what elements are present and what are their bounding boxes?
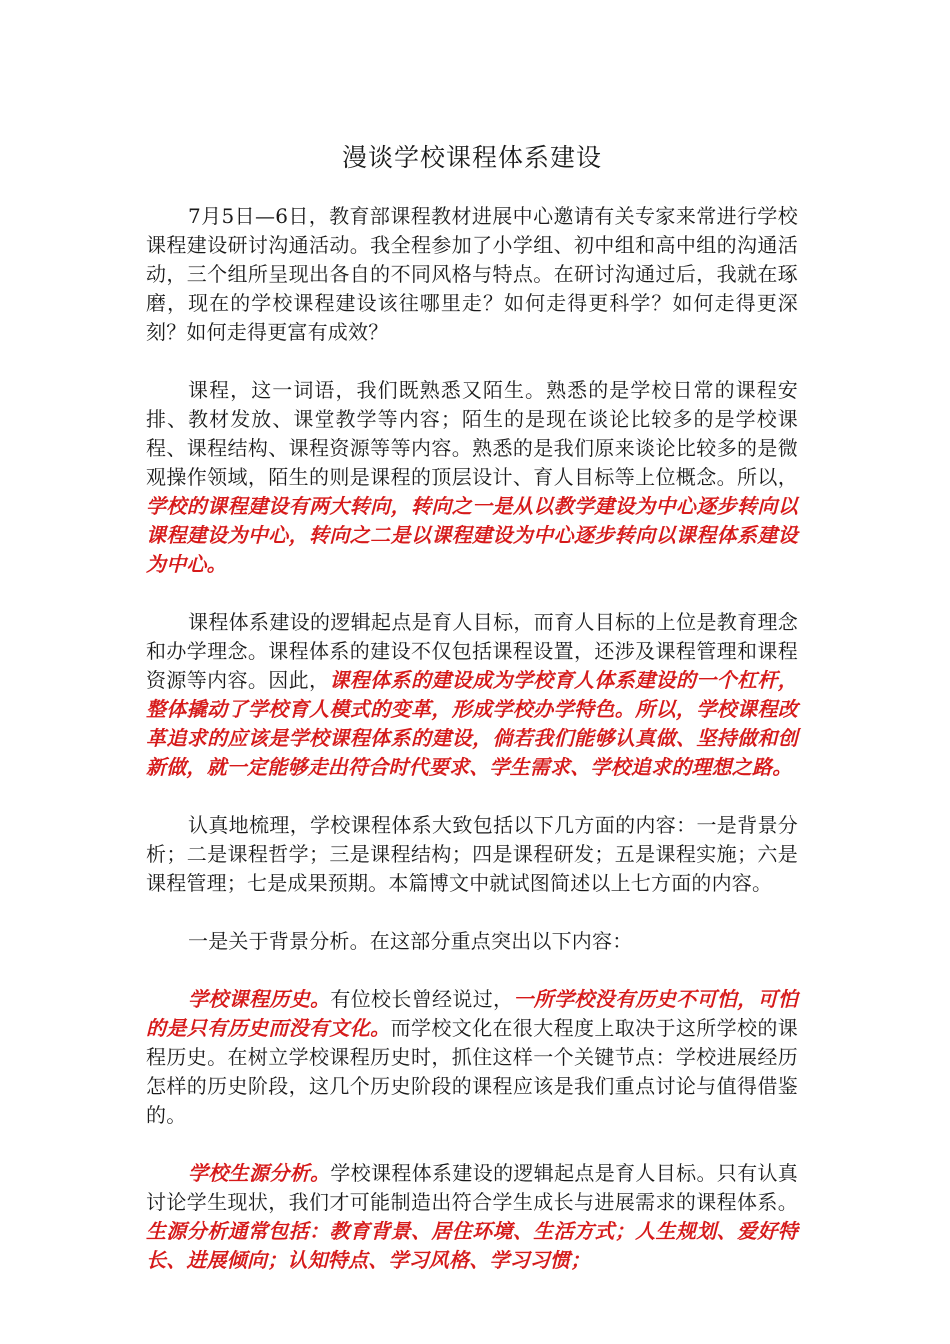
paragraph-intro xyxy=(146,202,798,347)
paragraph-course-history xyxy=(146,985,798,1130)
paragraph-text: 一是关于背景分析。在这部分重点突出以下内容： xyxy=(188,929,633,953)
emphasis-heading: 学校课程历史。 xyxy=(188,987,331,1011)
paragraph-seven-aspects xyxy=(146,811,798,898)
paragraph-text: 7月5日—6日，教育部课程教材进展中心邀请有关专家来常进行学校课程建设研讨沟通活动。我全程参加了小学组、初中组和高中组的沟通活动，三个组所呈现出各自的不同风格与特点。在研讨沟通过后，我就在琢磨，现在的学校课程建设该往哪里走？如何走得更科学？如何走得更深刻？如何走得更富有成效？ xyxy=(146,204,798,344)
paragraph-text: 而学校文化在很大程度上取决于这所学校的课程历史。在树立学校课程历史时，抓住这样一个关键节点：学校进展经历怎样的历史阶段，这几个历史阶段的课程应该是我们重点讨论与值得借鉴的。 xyxy=(146,1016,799,1127)
document-page xyxy=(146,138,798,1304)
emphasis-text: 生源分析通常包括：教育背景、居住环境、生活方式；人生规划、爱好特长、进展倾向；认知特点、学习风格、学习习惯； xyxy=(146,1219,798,1272)
emphasis-text: 一所学校没有历史不可怕，可怕的是只有历史而没有文化。 xyxy=(146,987,798,1040)
paragraph-text: 有位校长曾经说过， xyxy=(330,987,514,1011)
paragraph-background-intro xyxy=(146,927,798,956)
document-title: 漫谈学校课程体系建设 xyxy=(341,143,602,172)
paragraph-course-concept xyxy=(146,376,798,579)
paragraph-text: 认真地梳理，学校课程体系大致包括以下几方面的内容：一是背景分析；二是课程哲学；三是课程结构；四是课程研发；五是课程实施；六是课程管理；七是成果预期。本篇博文中就试图简述以上七方面的内容。 xyxy=(146,813,798,895)
paragraph-text: 课程，这一词语，我们既熟悉又陌生。熟悉的是学校日常的课程安排、教材发放、课堂教学等内容；陌生的是现在谈论比较多的是学校课程、课程结构、课程资源等等内容。熟悉的是我们原来谈论比较多的是微观操作领域，陌生的则是课程的顶层设计、育人目标等上位概念。所以， xyxy=(146,378,798,489)
paragraph-text: 学校课程体系建设的逻辑起点是育人目标。只有认真讨论学生现状，我们才可能制造出符合学生成长与进展需求的课程体系。 xyxy=(146,1161,798,1214)
paragraph-text: 课程体系建设的逻辑起点是育人目标，而育人目标的上位是教育理念和办学理念。课程体系的建设不仅包括课程设置，还涉及课程管理和课程资源等内容。因此， xyxy=(146,610,798,692)
paragraph-student-analysis xyxy=(146,1159,798,1275)
paragraph-logic-start xyxy=(146,608,798,782)
emphasis-heading: 学校生源分析。 xyxy=(188,1161,331,1185)
emphasis-text: 课程体系的建设成为学校育人体系建设的一个杠杆，整体撬动了学校育人模式的变革，形成学校办学特色。所以，学校课程改革追求的应该是学校课程体系的建设，倘若我们能够认真做、坚持做和创新做，就一定能够走出符合时代要求、学生需求、学校追求的理想之路。 xyxy=(146,668,798,779)
emphasis-text: 学校的课程建设有两大转向，转向之一是从以教学建设为中心逐步转向以课程建设为中心，转向之二是以课程建设为中心逐步转向以课程体系建设为中心。 xyxy=(146,494,798,576)
